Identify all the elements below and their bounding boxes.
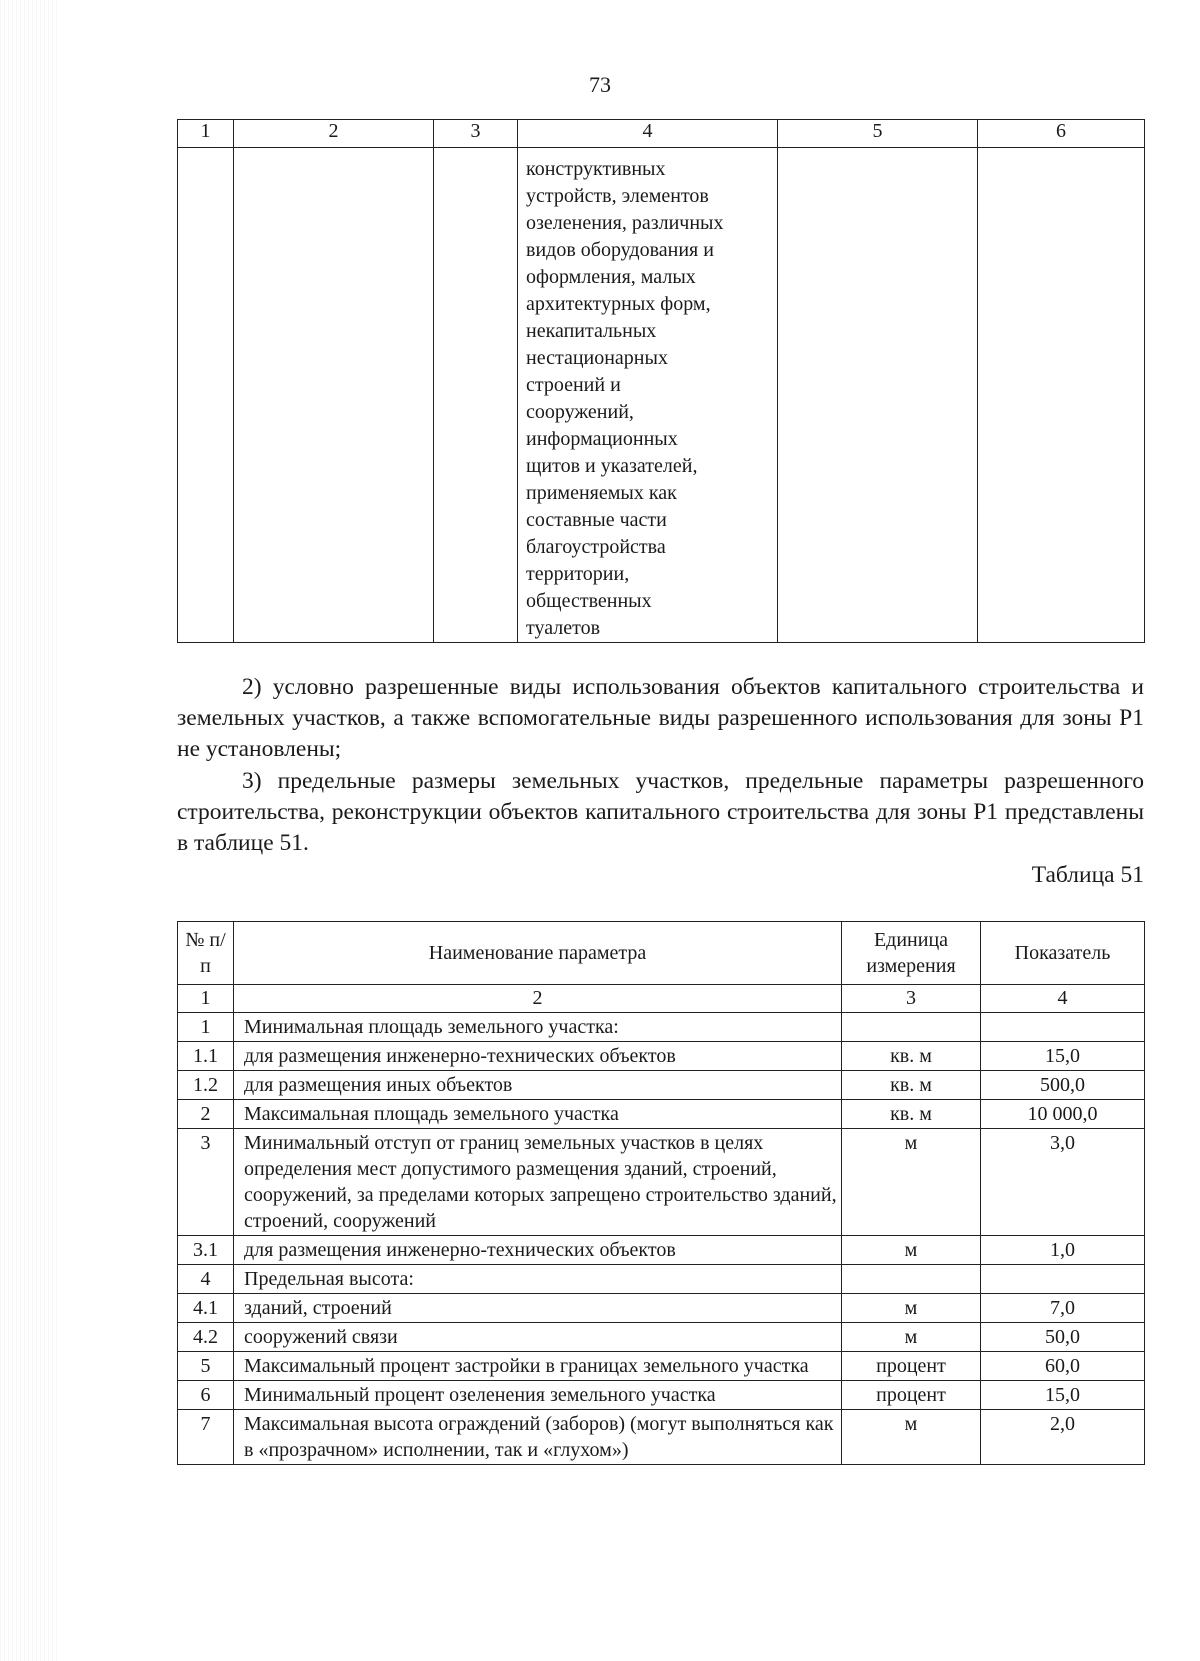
continuation-table [177,119,1145,643]
parameter-name: Минимальная площадь земельного участка: [234,1013,842,1042]
description-line: архитектурных форм, [526,293,711,315]
row-number: 3.1 [178,1236,234,1265]
table-row [178,1100,1145,1129]
scan-edge-noise [0,0,60,1661]
row-number: 3 [178,1129,234,1236]
table-row [178,1236,1145,1265]
header-name: Наименование параметра [234,922,842,985]
table-row [178,1265,1145,1294]
parameter-name: для размещения инженерно-технических объектов [234,1236,842,1265]
description-line: благоустройства [526,536,666,558]
table-caption: Таблица 51 [1031,862,1144,888]
unit-cell: м [842,1323,981,1352]
parameter-name: Максимальная высота ограждений (заборов) (могут выполняться как в «прозрачном» исполнении, так и «глухом») [234,1410,842,1465]
value-cell: 15,0 [981,1042,1145,1071]
column-number: 1 [178,120,234,148]
unit-cell: процент [842,1381,981,1410]
value-cell: 7,0 [981,1294,1145,1323]
unit-cell: м [842,1294,981,1323]
description-line: конструктивных [526,158,666,180]
table-row [178,1071,1145,1100]
table-row [178,1323,1145,1352]
column-number: 3 [434,120,518,148]
column-number: 2 [234,120,434,148]
value-cell: 10 000,0 [981,1100,1145,1129]
header-unit: Единица измерения [842,922,981,985]
description-line: некапитальных [526,320,657,342]
description-line: составные части [526,509,667,531]
parameter-name: Максимальная площадь земельного участка [234,1100,842,1129]
parameter-name: зданий, строений [234,1294,842,1323]
column-number: 4 [518,120,778,148]
unit-cell [842,1013,981,1042]
description-line: нестационарных [526,347,668,369]
header-value: Показатель [981,922,1145,985]
description-line: строений и [526,374,621,396]
description-line: оформления, малых [526,266,696,288]
value-cell: 15,0 [981,1381,1145,1410]
row-number: 4.1 [178,1294,234,1323]
header-num: № п/п [178,922,234,985]
value-cell: 60,0 [981,1352,1145,1381]
column-number: 1 [178,985,234,1013]
column-number: 6 [978,120,1145,148]
row-number: 4.2 [178,1323,234,1352]
row-number: 7 [178,1410,234,1465]
description-line: применяемых как [526,482,677,504]
empty-cell [234,148,434,643]
value-cell [981,1013,1145,1042]
parameter-name: для размещения инженерно-технических объектов [234,1042,842,1071]
table-row [178,1410,1145,1465]
unit-cell: кв. м [842,1042,981,1071]
column-number-row [178,120,1145,148]
description-line: общественных [526,590,652,612]
row-number: 1.1 [178,1042,234,1071]
value-cell: 1,0 [981,1236,1145,1265]
row-number: 6 [178,1381,234,1410]
description-line: сооружений, [526,401,634,423]
value-cell: 3,0 [981,1129,1145,1236]
page-number: 73 [589,72,611,97]
parameter-name: Минимальный процент озеленения земельного участка [234,1381,842,1410]
unit-cell: кв. м [842,1071,981,1100]
parameter-name: Предельная высота: [234,1265,842,1294]
parameter-name: Максимальный процент застройки в границах земельного участка [234,1352,842,1381]
empty-cell [178,148,234,643]
value-cell: 2,0 [981,1410,1145,1465]
column-number: 4 [981,985,1145,1013]
value-cell: 50,0 [981,1323,1145,1352]
description-line: устройств, элементов [526,185,709,207]
column-number: 3 [842,985,981,1013]
header-row [178,922,1145,985]
paragraph-conditional-uses: 2) условно разрешенные виды использования объектов капитального строительства и земельных участков, а также вспомогательные виды разрешенного использования для зоны Р1 не установлены; [177,674,1144,762]
unit-cell [842,1265,981,1294]
description-line: информационных [526,428,678,450]
unit-cell: процент [842,1352,981,1381]
parameter-name: для размещения иных объектов [234,1071,842,1100]
column-number-row [178,985,1145,1013]
unit-cell: м [842,1410,981,1465]
unit-cell: м [842,1129,981,1236]
row-number: 2 [178,1100,234,1129]
row-number: 5 [178,1352,234,1381]
column-number: 2 [234,985,842,1013]
description-line: видов оборудования и [526,239,714,261]
description-cell [518,148,778,643]
parameter-name: сооружений связи [234,1323,842,1352]
table-row [178,1352,1145,1381]
column-number: 5 [778,120,978,148]
empty-cell [434,148,518,643]
parameters-table [177,921,1145,1465]
empty-cell [978,148,1145,643]
row-number: 1.2 [178,1071,234,1100]
table-row [178,1129,1145,1236]
value-cell [981,1265,1145,1294]
description-line: туалетов [526,617,601,639]
table-row [178,148,1145,643]
value-cell: 500,0 [981,1071,1145,1100]
table-row [178,1294,1145,1323]
row-number: 4 [178,1265,234,1294]
unit-cell: кв. м [842,1100,981,1129]
unit-cell: м [842,1236,981,1265]
empty-cell [778,148,978,643]
description-line: территории, [526,563,630,585]
table-row [178,1042,1145,1071]
row-number: 1 [178,1013,234,1042]
description-line: озеленения, различных [526,212,724,234]
parameter-name: Минимальный отступ от границ земельных участков в целях определения мест допустимого размещения зданий, строений, сооружений, за пределами которых запрещено строительство зданий, строений, сооружений [234,1129,842,1236]
table-row [178,1013,1145,1042]
paragraph-limit-parameters: 3) предельные размеры земельных участков, предельные параметры разрешенного строительства, реконструкции объектов капитального строительства для зоны Р1 представлены в таблице 51. [177,768,1144,856]
table-row [178,1381,1145,1410]
description-line: щитов и указателей, [526,455,698,477]
